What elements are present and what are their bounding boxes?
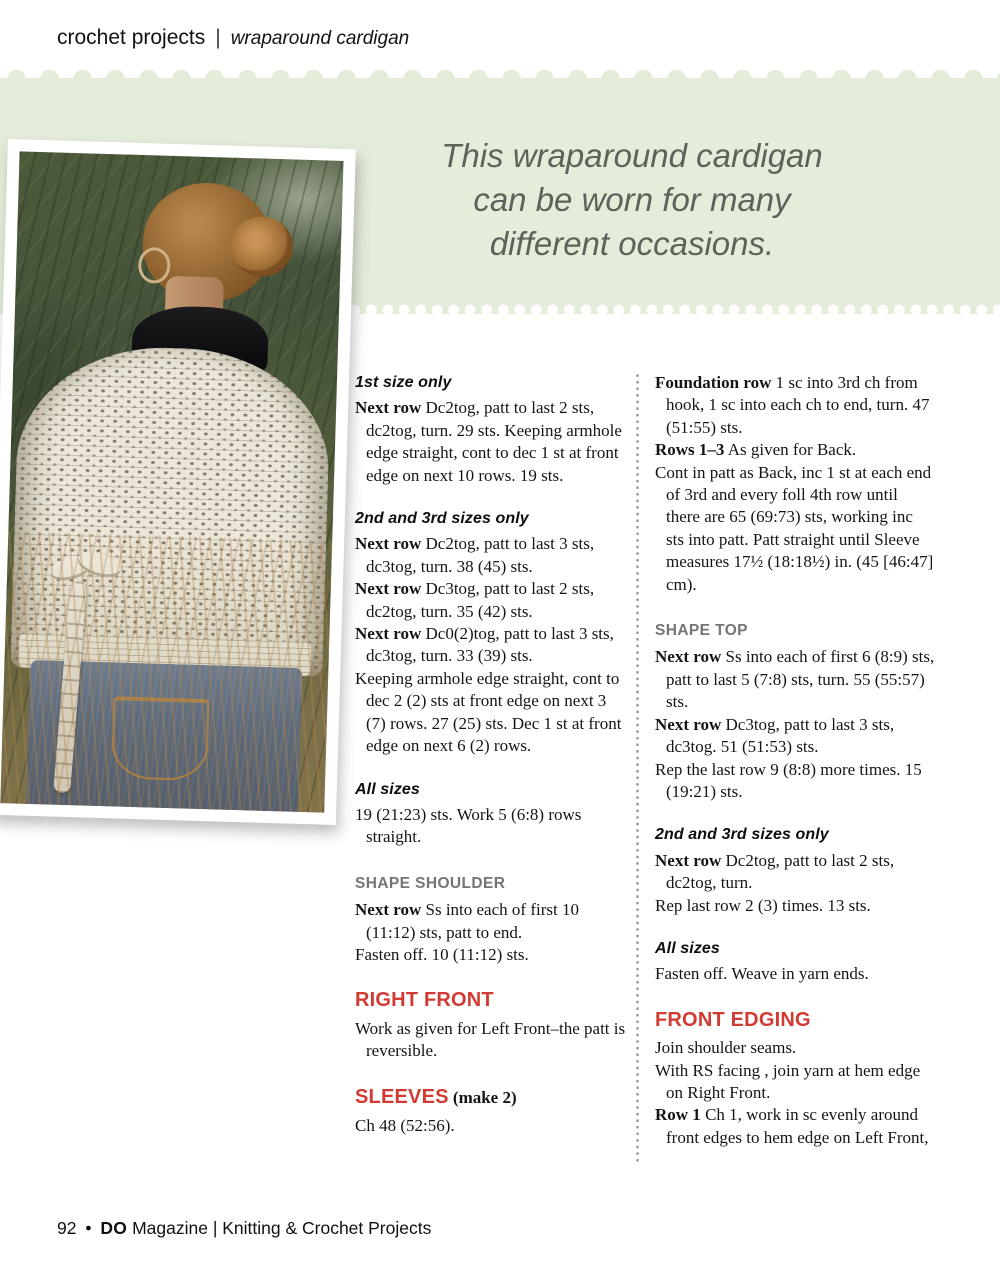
instruction-paragraph: Next row Ss into each of first 6 (8:9) sts, patt to last 5 (7:8) sts, turn. 55 (55:57) sts. xyxy=(655,647,935,712)
cardigan-photo-frame xyxy=(0,139,356,825)
page-kicker xyxy=(57,26,409,50)
instruction-paragraph: Cont in patt as Back, inc 1 st at each end of 3rd and every foll 4th row until there are 65 (69:73) sts, working inc sts into patt. Patt straight until Sleeve measures 17½ (18:18½) in. (45 [46:47] cm). xyxy=(655,462,934,594)
row-label: Next row xyxy=(355,624,422,644)
instruction-paragraph: Ch 48 (52:56). xyxy=(355,1115,455,1135)
size-subheading: 1st size only xyxy=(355,374,452,391)
row-label: Rows 1–3 xyxy=(655,440,725,460)
band-scallop-edge-top xyxy=(0,70,1000,78)
pull-quote xyxy=(392,134,872,266)
instruction-paragraph: Work as given for Left Front–the patt is reversible. xyxy=(355,1018,626,1061)
row-label: Next row xyxy=(355,579,422,599)
row-label: Next row xyxy=(355,398,422,418)
row-label: Foundation row xyxy=(655,373,772,392)
row-label: Next row xyxy=(355,900,422,920)
instructions-column-left xyxy=(355,372,629,1137)
instruction-paragraph: Next row Dc2tog, patt to last 3 sts, dc3tog, turn. 38 (45) sts. xyxy=(355,534,595,576)
instruction-paragraph: With RS facing , join yarn at hem edge on Right Front. xyxy=(655,1060,921,1102)
kicker-divider: | xyxy=(215,26,221,49)
column-divider-dotted xyxy=(636,374,639,1162)
row-label: Next row xyxy=(655,647,722,667)
instruction-paragraph: Fasten off. 10 (11:12) sts. xyxy=(355,944,529,964)
instruction-paragraph: Foundation row 1 sc into 3rd ch from hook, 1 sc into each ch to end, turn. 47 (51:55) sts. xyxy=(655,373,930,437)
section-heading: RIGHT FRONT xyxy=(355,989,494,1012)
instruction-paragraph: Join shoulder seams. xyxy=(655,1038,797,1058)
heading-suffix: (make 2) xyxy=(448,1087,517,1107)
footer-text: Magazine | Knitting & Crochet Projects xyxy=(127,1218,432,1238)
instruction-paragraph: Next row Ss into each of first 10 (11:12) sts, patt to end. xyxy=(355,900,579,942)
shape-heading: SHAPE SHOULDER xyxy=(355,874,506,892)
kicker-section-label: crochet projects xyxy=(57,26,206,49)
instruction-paragraph: Row 1 Ch 1, work in sc evenly around front edges to hem edge on Left Front, xyxy=(655,1105,929,1147)
section-heading: SLEEVES (make 2) xyxy=(355,1085,517,1108)
instruction-paragraph: Rep last row 2 (3) times. 13 sts. xyxy=(655,895,871,915)
section-heading: FRONT EDGING xyxy=(655,1008,811,1031)
row-label: Row 1 xyxy=(655,1105,701,1125)
size-subheading: All sizes xyxy=(655,939,720,957)
instruction-paragraph: Next row Dc2tog, patt to last 2 sts, dc2tog, turn. 29 sts. Keeping armhole edge straight, cont to dec 1 st at front edge on next 10 rows. 19 sts. xyxy=(355,398,622,485)
instruction-paragraph: Fasten off. Weave in yarn ends. xyxy=(655,964,869,984)
size-subheading: All sizes xyxy=(355,780,420,798)
pull-quote-line: different occasions. xyxy=(489,225,775,262)
kicker-article-title: wraparound cardigan xyxy=(230,28,410,49)
pull-quote-line: This wraparound cardigan xyxy=(441,137,823,174)
page-footer xyxy=(57,1218,431,1239)
instruction-paragraph: Keeping armhole edge straight, cont to dec 2 (2) sts at front edge on next 3 (7) rows. 27 (25) sts. Dec 1 st at front edge on next 6 (2) rows. xyxy=(355,668,622,756)
instruction-paragraph: Next row Dc3tog, patt to last 3 sts, dc3tog. 51 (51:53) sts. xyxy=(655,714,895,757)
instruction-paragraph: Next row Dc3tog, patt to last 2 sts, dc2tog, turn. 35 (42) sts. xyxy=(355,579,595,621)
size-subheading: 2nd and 3rd sizes only xyxy=(355,510,529,528)
size-subheading: 2nd and 3rd sizes only xyxy=(655,826,829,844)
instruction-paragraph: Next row Dc2tog, patt to last 2 sts, dc2tog, turn. xyxy=(655,850,895,893)
instruction-paragraph: Next row Dc0(2)tog, patt to last 3 sts, dc3tog, turn. 33 (39) sts. xyxy=(355,624,614,666)
pull-quote-line: can be worn for many xyxy=(473,181,791,218)
instruction-paragraph: Rows 1–3 As given for Back. xyxy=(655,440,857,460)
page-number: 92 xyxy=(57,1218,77,1238)
shape-heading: SHAPE TOP xyxy=(655,622,748,640)
row-label: Next row xyxy=(655,850,722,870)
instructions-column-right xyxy=(655,372,935,1149)
row-label: Next row xyxy=(355,534,422,554)
magazine-name: DO xyxy=(100,1218,128,1238)
foreground-grass xyxy=(0,531,332,812)
instruction-paragraph: 19 (21:23) sts. Work 5 (6:8) rows straight. xyxy=(355,804,582,847)
cardigan-photo xyxy=(0,151,343,812)
row-label: Next row xyxy=(655,714,722,734)
footer-bullet: • xyxy=(85,1218,92,1238)
instruction-paragraph: Rep the last row 9 (8:8) more times. 15 (19:21) sts. xyxy=(655,759,922,801)
